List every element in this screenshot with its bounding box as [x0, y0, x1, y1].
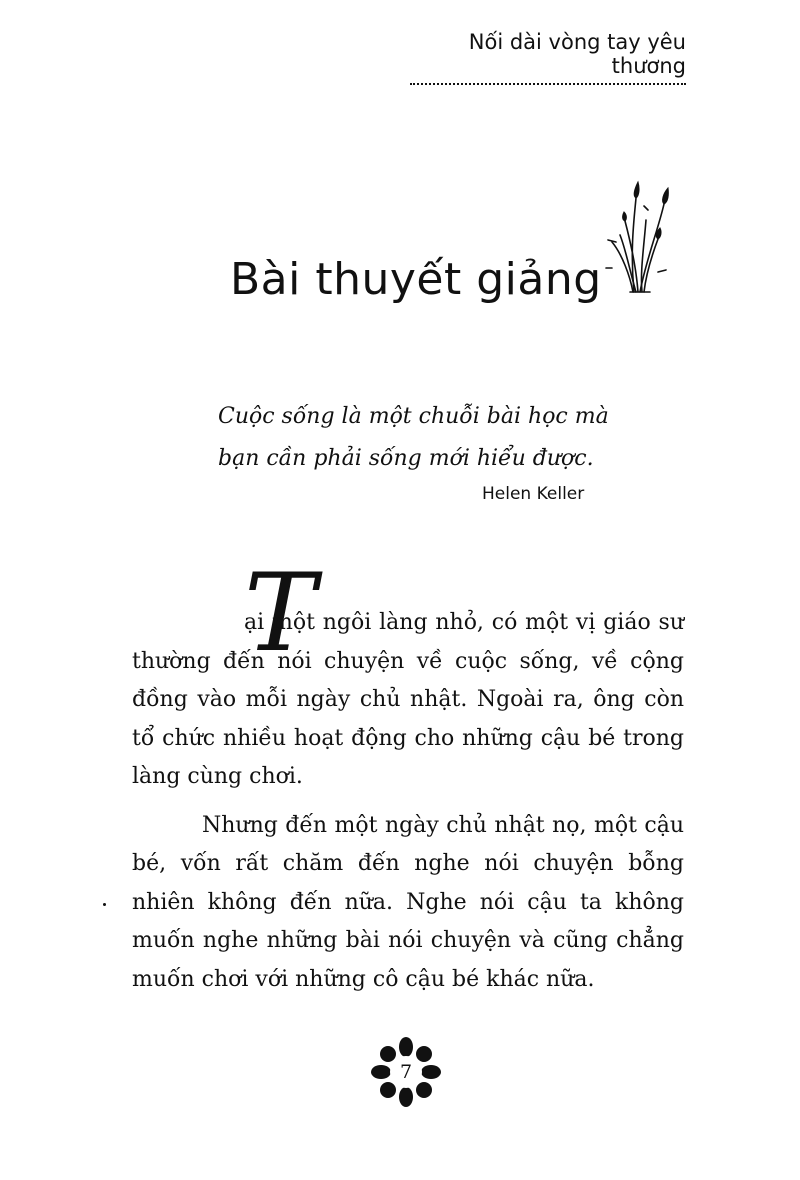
epigraph-line: Cuộc sống là một chuỗi bài học mà [218, 404, 609, 429]
drop-cap: T [244, 551, 317, 676]
grass-sprig-icon [600, 180, 675, 300]
epigraph-quote [218, 396, 648, 480]
epigraph-line: bạn cần phải sống mới hiểu được. [218, 446, 594, 471]
chapter-title: Bài thuyết giảng [230, 254, 602, 305]
story-body [132, 604, 684, 999]
running-head-title: Nối dài vòng tay yêu thương [410, 30, 686, 85]
print-speck [103, 903, 106, 906]
epigraph-author: Helen Keller [482, 484, 585, 504]
paragraph: Nhưng đến một ngày chủ nhật nọ, một cậu bé, vốn rất chăm đến nghe nói chuyện bỗng nhiên không đến nữa. Nghe nói cậu ta không muốn nghe những bài nói chuyện và cũng chẳng muốn chơi với những cô cậu bé khác nữa. [132, 812, 684, 992]
page-number: 7 [399, 1061, 413, 1083]
paragraph: ại một ngôi làng nhỏ, có một vị giáo sư thường đến nói chuyện về cuộc sống, về cộng đồng vào mỗi ngày chủ nhật. Ngoài ra, ông còn tổ chức nhiều hoạt động cho những cậu bé trong làng cùng chơi. [132, 610, 684, 789]
